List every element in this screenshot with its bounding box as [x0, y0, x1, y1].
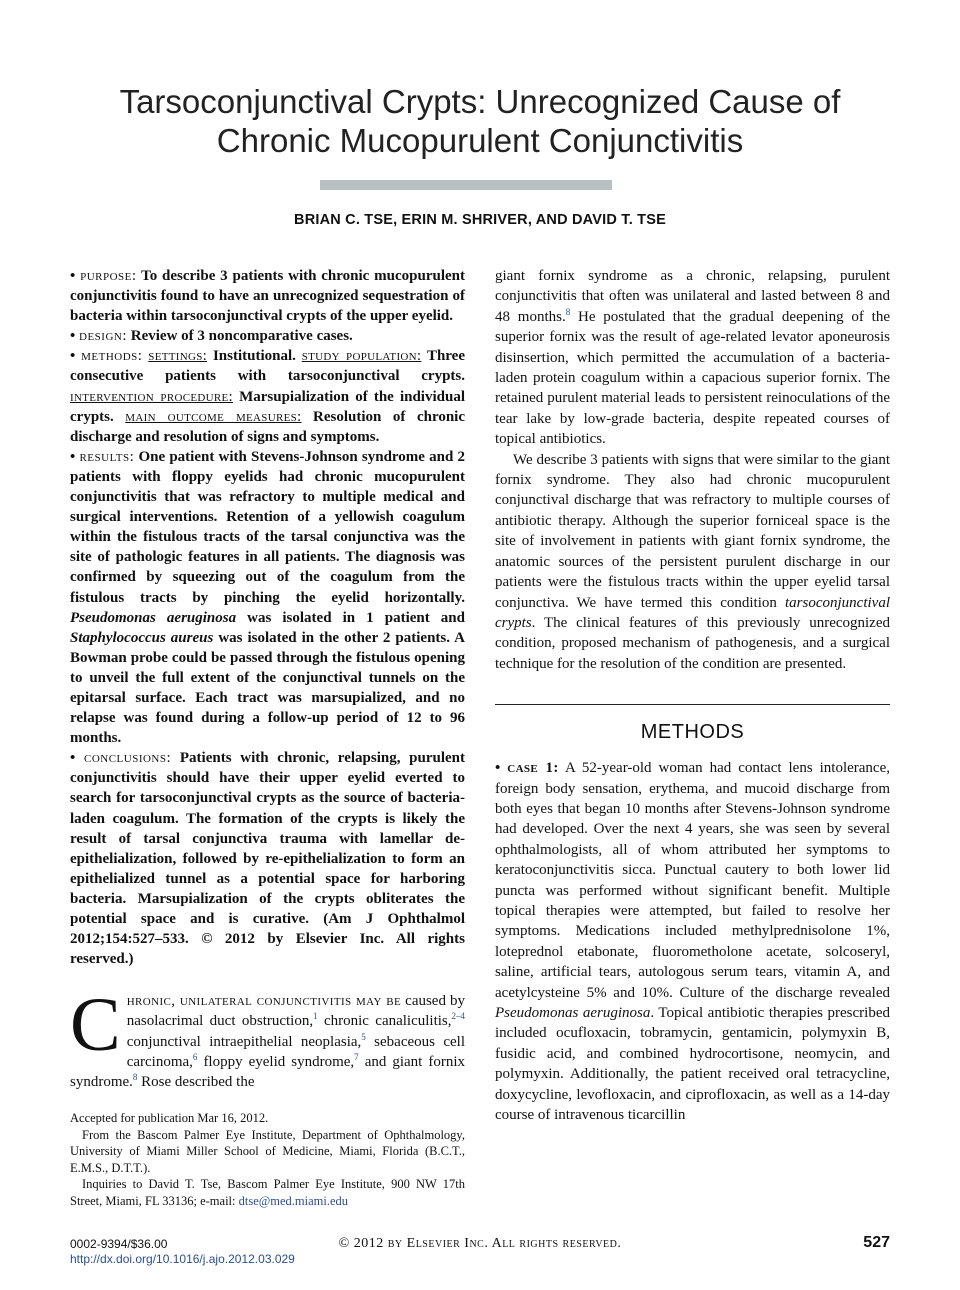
- case-1-paragraph: • case 1: A 52-year-old woman had contact lens intolerance, foreign body sensation, erythema, and mucoid discharge from both eyes that began 10 months after Stevens-Johnson syndrome had developed. Over the next 4 years, she was seen by several ophthalmologists, all of whom attributed her symptoms to keratoconjunctivitis sicca. Punctual cautery to both lower lid puncta was performed without significant benefit. Multiple topical therapies were attempted, but failed to resolve her symptoms. Medications included methylprednisolone 1%, loteprednol etabonate, fluorometholone acetate, solcoseryl, saline, artificial tears, autologous serum tears, vitamin A, and acetylcysteine 5% and 10%. Culture of the discharge revealed Pseudomonas aeruginosa. Topical antibiotic therapies prescribed included ocufloxacin, tobramycin, gentamicin, polymyxin B, fusidic acid, and combined hydrocortisone, neomycin, and polymyxin. Additionally, the patient received oral tetracycline, doxycycline, levofloxacin, and ciprofloxacin, as well as a 14-day course of intravenous ticarcillin: [495, 760, 890, 1124]
- bullet-icon: •: [70, 268, 76, 284]
- reference-link[interactable]: 5: [361, 1031, 366, 1042]
- page-number: 527: [863, 1234, 890, 1251]
- body-text: [495, 266, 890, 674]
- reference-link[interactable]: 8: [132, 1072, 138, 1083]
- abstract-conclusions: • conclusions: Patients with chronic, relapsing, purulent conjunctivitis should have their upper eyelid everted to search for tarsoconjunctival crypts as the source of bacteria-laden coagulum. The formation of the crypts is likely the result of tarsal conjunctiva trauma with lamellar de-epithelialization, followed by re-epithelialization to form an epithelialized tunnel as a potential space for harboring bacteria. Marsupialization of the crypts obliterates the potential space and is curative. (Am J Ophthalmol 2012;154:527–533. © 2012 by Elsevier Inc. All rights reserved.): [70, 750, 466, 968]
- bullet-icon: •: [70, 448, 76, 465]
- bullet-icon: •: [70, 328, 76, 345]
- reference-link[interactable]: 8: [565, 306, 571, 317]
- bullet-icon: •: [70, 348, 76, 365]
- bullet-icon: •: [495, 760, 501, 777]
- inquiries-note: Inquiries to David T. Tse, Bascom Palmer Eye Institute, 900 NW 17th Street, Miami, FL 33136; e-mail: dtse@med.miami.edu: [70, 1177, 465, 1208]
- issn-price: 0002-9394/$36.00: [70, 1237, 168, 1251]
- body-paragraph: We describe 3 patients with signs that were similar to the giant fornix syndrome. They also had chronic mucopurulent conjunctival discharge that was refractory to multiple courses of antibiotic therapy. Although the superior forniceal space is the site of involvement in patients with giant fornix syndrome, the anatomic sources of the persistent purulent discharge in our patients were the fistulous tracts within the upper eyelid tarsal conjunctiva. We have termed this condition tarsoconjunctival crypts. The clinical features of this previously unrecognized condition, proposed mechanism of pathogenesis, and a surgical technique for the resolution of the condition are presented.: [495, 451, 890, 672]
- reference-link[interactable]: 6: [192, 1051, 198, 1062]
- article-title: [60, 82, 900, 160]
- email-link[interactable]: dtse@med.miami.edu: [238, 1193, 349, 1208]
- section-heading-methods: METHODS: [640, 721, 745, 744]
- body-paragraph: giant fornix syndrome as a chronic, relapsing, purulent conjunctivitis that often was unilateral and lasted between 8 and 48 months.$^8$ He postulated that the gradual deepening of the superior fornix was the result of age-related levator aponeurosis disinsertion, which permitted the accumulation of a bacteria-laden protein coagulum within a capacious superior fornix. The retained purulent material leads to persistent reinoculations of the tear lake by low-grade bacteria, despite repeated courses of topical antibiotics.: [495, 268, 890, 448]
- title-line-2: Chronic Mucopurulent Conjunctivitis: [216, 122, 744, 159]
- affiliation-note: From the Bascom Palmer Eye Institute, Department of Ophthalmology, University of Miami Miller School of Medicine, Miami, Florida (B.C.T., E.M.S., D.T.T.).: [70, 1127, 465, 1175]
- footer-identifiers: [70, 1237, 295, 1267]
- abstract-purpose: • purpose: To describe 3 patients with chronic mucopurulent conjunctivitis found to have an unrecognized sequestration of bacteria within tarsoconjunctival crypts of the upper eyelid.: [70, 268, 465, 325]
- section-divider: [495, 704, 890, 705]
- reference-link[interactable]: 2–4: [451, 1011, 466, 1022]
- abstract-results: • results: One patient with Stevens-Johnson syndrome and 2 patients with floppy eyelids had chronic mucopurulent conjunctivitis that was refractory to multiple medical and surgical interventions. Retention of a yellowish coagulum within the fistulous tracts of the tarsal conjunctiva was the site of pathologic features in all patients. The diagnosis was confirmed by squeezing out of the coagulum from the fistulous tracts by pinching the eyelid horizontally. Pseudomonas aeruginosa was isolated in 1 patient and Staphylococcus aureus was isolated in the other 2 patients. A Bowman probe could be passed through the fistulous opening to unveil the full extent of the conjunctival tunnels on the epitarsal surface. Each tract was marsupialized, and no relapse was found during a follow-up period of 12 to 96 months.: [70, 448, 466, 747]
- title-divider: [320, 180, 612, 190]
- article-footnotes: [70, 1110, 465, 1209]
- bullet-icon: •: [70, 750, 76, 767]
- introduction-paragraph: Chronic, unilateral conjunctivitis may be caused by nasolacrimal duct obstruction,$^1$ chronic canaliculitis,$^{2-4}$ conjunctival intraepithelial neoplasia,$^5$ sebaceous cell carcinoma,$^6$ floppy eyelid syndrome,$^7$ and giant fornix syndrome.$^8$ Rose described the: [70, 983, 466, 1091]
- drop-cap: C: [70, 983, 121, 1068]
- reference-link[interactable]: 7: [354, 1051, 359, 1062]
- abstract-design: • design: Review of 3 noncomparative cases.: [70, 328, 353, 345]
- abstract-methods: • methods: settings: Institutional. study population: Three consecutive patients with tarsoconjunctival crypts. intervention procedure: Marsupialization of the individual crypts. main outcome measures: Resolution of chronic discharge and resolution of signs and symptoms.: [70, 348, 466, 445]
- author-list: BRIAN C. TSE, ERIN M. SHRIVER, AND DAVID T. TSE: [294, 212, 666, 228]
- reference-link[interactable]: 1: [313, 1011, 318, 1022]
- methods-text: [495, 758, 890, 1125]
- title-line-1: Tarsoconjunctival Crypts: Unrecognized Cause of: [119, 83, 841, 120]
- accepted-date: Accepted for publication Mar 16, 2012.: [70, 1111, 269, 1126]
- left-column: [70, 266, 465, 1209]
- abstract: [70, 266, 465, 969]
- copyright-notice: © 2012 by Elsevier Inc. All rights reserved.: [338, 1236, 622, 1251]
- doi-link[interactable]: http://dx.doi.org/10.1016/j.ajo.2012.03.029: [70, 1252, 295, 1266]
- right-column: [495, 266, 890, 1125]
- abstract-citation: (Am J Ophthalmol 2012;154:527–533. © 2012 by Elsevier Inc. All rights reserved.): [70, 911, 466, 968]
